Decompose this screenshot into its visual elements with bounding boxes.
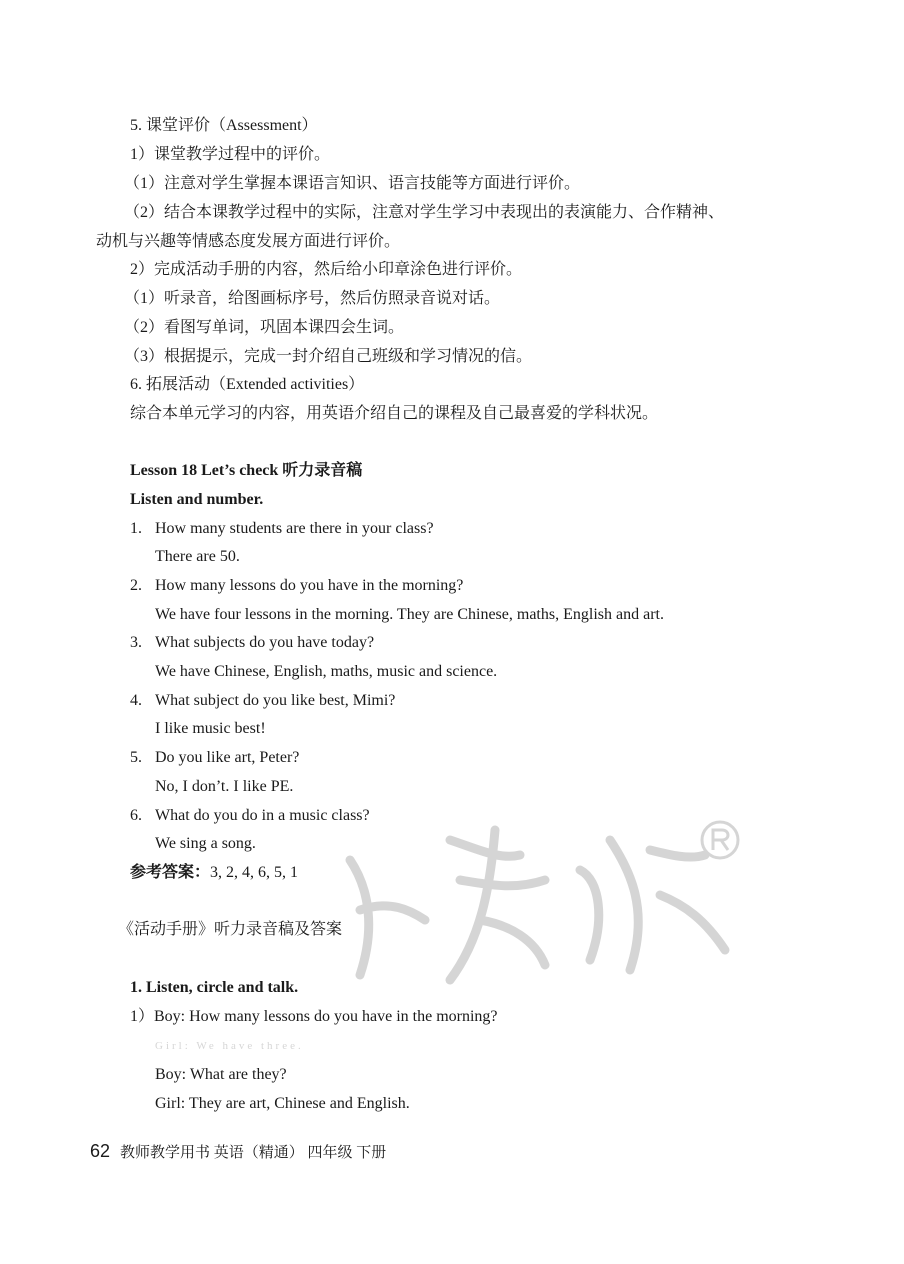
answer-text: I like music best!	[155, 720, 266, 737]
section-5-item-2-3: （3）根据提示，完成一封介绍自己班级和学习情况的信。	[124, 348, 533, 365]
section-6-text: 综合本单元学习的内容，用英语介绍自己的课程及自己最喜爱的学科状况。	[130, 405, 659, 422]
item-number: 1.	[130, 520, 142, 537]
section-5-item-2-1: （1）听录音，给图画标序号，然后仿照录音说对话。	[124, 290, 501, 307]
section-5-item-1: 1）课堂教学过程中的评价。	[130, 146, 331, 163]
section-5-item-1-2: （2）结合本课教学过程中的实际，注意对学生学习中表现出的表演能力、合作精神、	[124, 204, 725, 221]
publisher-watermark-icon	[330, 800, 760, 990]
section-6-heading: 6. 拓展活动（Extended activities）	[130, 376, 365, 393]
question-text: How many students are there in your class?	[155, 520, 434, 537]
answer-text: There are 50.	[155, 548, 240, 565]
page-number: 62	[90, 1141, 111, 1161]
answer-key-value: 3, 2, 4, 6, 5, 1	[210, 864, 299, 881]
page-footer	[90, 1141, 386, 1163]
answer-text: No, I don’t. I like PE.	[155, 778, 294, 795]
answer-text: We have four lessons in the morning. They are Chinese, maths, English and art.	[155, 606, 664, 623]
question-text: What do you do in a music class?	[155, 807, 370, 824]
dialog-line-3: Boy: What are they?	[155, 1066, 287, 1083]
workbook-task-1-heading: 1. Listen, circle and talk.	[130, 979, 299, 996]
dialog-line-2-faint: Girl: We have three.	[155, 1040, 304, 1052]
item-number: 4.	[130, 692, 142, 709]
item-number: 5.	[130, 749, 142, 766]
section-5-heading: 5. 课堂评价（Assessment）	[130, 117, 318, 134]
dialog-line-1: 1）Boy: How many lessons do you have in the morning?	[130, 1008, 498, 1025]
list-item-question	[130, 576, 463, 596]
question-text: What subject do you like best, Mimi?	[155, 692, 396, 709]
answer-text: We sing a song.	[155, 835, 256, 852]
list-item-question	[130, 748, 299, 768]
question-text: What subjects do you have today?	[155, 634, 375, 651]
item-number: 3.	[130, 634, 142, 651]
item-number: 6.	[130, 807, 142, 824]
list-item-question	[130, 519, 434, 539]
lesson-18-title: Lesson 18 Let’s check 听力录音稿	[130, 462, 363, 479]
question-text: Do you like art, Peter?	[155, 749, 300, 766]
dialog-line-4: Girl: They are art, Chinese and English.	[155, 1095, 410, 1112]
answer-key	[130, 863, 298, 883]
section-5-item-1-2-cont: 动机与兴趣等情感态度发展方面进行评价。	[96, 233, 401, 250]
workbook-title: 《活动手册》听力录音稿及答案	[118, 921, 343, 938]
list-item-question	[130, 691, 395, 711]
section-5-item-2-2: （2）看图写单词，巩固本课四会生词。	[124, 319, 405, 336]
book-title: 教师教学用书 英语（精通） 四年级 下册	[120, 1145, 387, 1161]
question-text: How many lessons do you have in the morning?	[155, 577, 464, 594]
answer-key-label: 参考答案：	[130, 864, 211, 881]
answer-text: We have Chinese, English, maths, music and science.	[155, 663, 498, 680]
section-5-item-2: 2）完成活动手册的内容，然后给小印章涂色进行评价。	[130, 261, 523, 278]
list-item-question	[130, 633, 374, 653]
section-5-item-1-1: （1）注意对学生掌握本课语言知识、语言技能等方面进行评价。	[124, 175, 581, 192]
item-number: 2.	[130, 577, 142, 594]
lesson-18-instruction: Listen and number.	[130, 491, 264, 508]
